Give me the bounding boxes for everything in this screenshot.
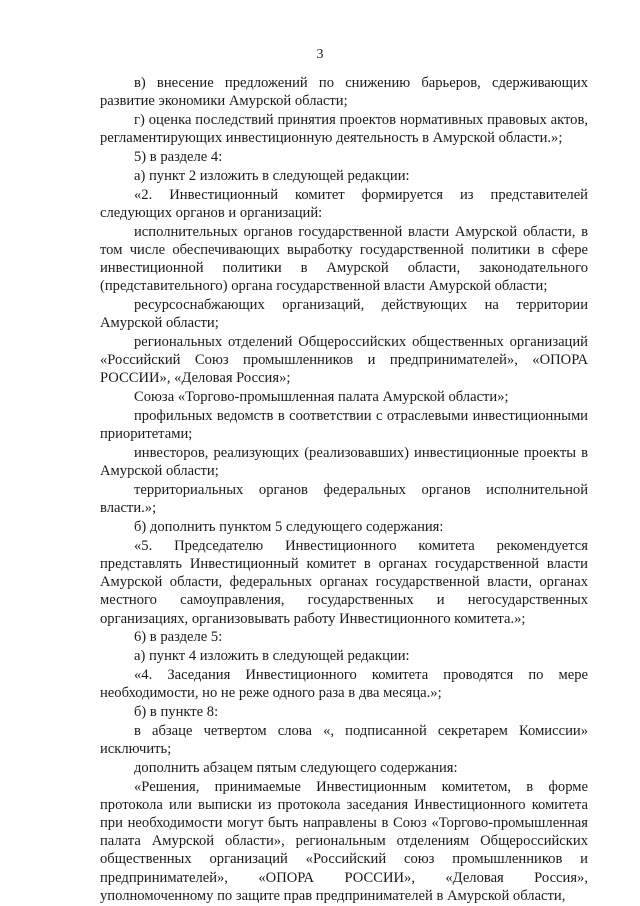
paragraph-committee-formation: «2. Инвестиционный комитет формируется из представителей следующих органов и организаций: — [100, 186, 588, 221]
paragraph-v-barriers: в) внесение предложений по снижению барьеров, сдерживающих развитие экономики Амурской области; — [100, 75, 588, 110]
paragraph-decisions: «Решения, принимаемые Инвестиционным комитетом, в форме протокола или выписки из протокола заседания Инвестиционного комитета при необходимости могут быть направлены в Союз «Торгово-промышленная палата Амурской области», региональным отделениям Общероссийских общественных организаций «Российский союз промышленников и предпринимателей», «ОПОРА РОССИИ», «Деловая Россия», уполномоченному по защите прав предпринимателей в Амурской области, — [100, 778, 588, 904]
paragraph-section-5: 6) в разделе 5: — [134, 629, 223, 646]
paragraph-chamber-of-commerce: Союза «Торгово-промышленная палата Амурской области»; — [134, 389, 509, 406]
paragraph-meetings: «4. Заседания Инвестиционного комитета проводятся по мере необходимости, но не реже одного раза в два месяца.»; — [100, 667, 588, 702]
paragraph-section-4: 5) в разделе 4: — [134, 149, 223, 165]
paragraph-regional-branches: региональных отделений Общероссийских общественных организаций «Российский Союз промышленников и предпринимателей», «ОПОРА РОССИИ», «Деловая Россия»; — [100, 334, 588, 387]
paragraph-chairman: «5. Председателю Инвестиционного комитета рекомендуется представлять Инвестиционный комитет в органах государственной власти Амурской области, федеральных органах государственной власти, органах местного самоуправления, государственных и негосударственных организациях, организовывать работу Инвестиционного комитета.»; — [100, 537, 588, 627]
paragraph-item-8: б) в пункте 8: — [134, 704, 219, 720]
paragraph-g-assessment: г) оценка последствий принятия проектов нормативных правовых актов, регламентирующих инвестиционную деятельность в Амурской области.»; — [100, 112, 588, 147]
paragraph-add-fifth-abzac: дополнить абзацем пятым следующего содержания: — [134, 759, 458, 776]
paragraph-investors: инвесторов, реализующих (реализовавших) инвестиционные проекты в Амурской области; — [100, 445, 588, 480]
paragraph-item-4-edit: а) пункт 4 изложить в следующей редакции: — [134, 648, 410, 665]
paragraph-profile-agencies: профильных ведомств в соответствии с отраслевыми инвестиционными приоритетами; — [100, 408, 588, 443]
paragraph-executive-bodies: исполнительных органов государственной власти Амурской области, в том числе обеспечивающих выработку государственной политики в сфере инвестиционной политики в Амурской области, законодательного (представительного) органа государственной власти Амурской области; — [100, 223, 588, 295]
paragraph-fourth-abzac: в абзаце четвертом слова «, подписанной секретарем Комиссии» исключить; — [100, 722, 588, 757]
paragraph-add-item-5: б) дополнить пунктом 5 следующего содержания: — [134, 519, 444, 535]
paragraph-territorial-bodies: территориальных органов федеральных органов исполнительной власти.»; — [100, 482, 588, 517]
paragraph-resource-supply: ресурсоснабжающих организаций, действующих на территории Амурской области; — [100, 297, 588, 332]
document-body — [100, 74, 588, 906]
page-number: 3 — [316, 47, 324, 62]
paragraph-item-2-edit: а) пункт 2 изложить в следующей редакции: — [134, 167, 410, 184]
